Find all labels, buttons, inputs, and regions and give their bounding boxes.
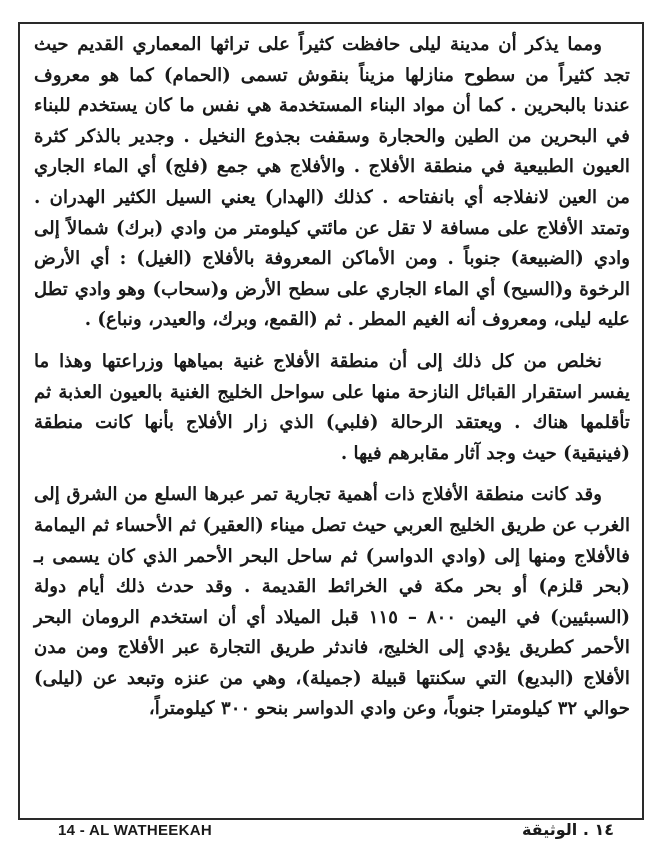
footer-page-number-english: 14 - AL WATHEEKAH bbox=[58, 822, 213, 839]
article-body bbox=[34, 30, 630, 725]
paragraph-2: نخلص من كل ذلك إلى أن منطقة الأفلاج غنية بمياهها وزراعتها وهذا ما يفسر استقرار القبائل النازحة منها على سواحل الخليج الغنية بالعيون العذبة ثم تأقلمها هناك . ويعتقد الرحالة (فلبي) الذي زار الأفلاج بأنها كانت منطقة (فينيقية) حيث وجد آثار مقابرهم فيها . bbox=[34, 350, 630, 464]
paragraph-3: وقد كانت منطقة الأفلاج ذات أهمية تجارية تمر عبرها السلع من الشرق إلى الغرب عن طريق الخليج العربي حيث تصل ميناء (العقير) ثم الأحساء ثم اليمامة فالأفلاج ومنها إلى (وادي الدواسر) ثم ساحل البحر الأحمر الذي كان يسمى بـ (بحر قلزم) أو بحر مكة في الخرائط القديمة . وقد حدث ذلك أيام دولة (السبئيين) في اليمن ٨٠٠ – ١١٥ قبل الميلاد أي أن استخدم الرومان البحر الأحمر كطريق يؤدي إلى الخليج، فاندثر طريق التجارة عبر الأفلاج ومن مدن الأفلاج (البديع) التي سكنتها قبيلة (جميلة)، وهي من عنزه وتبعد عن (ليلى) حوالي ٣٢ كيلومترا جنوباً، وعن وادي الدواسر بنحو ٣٠٠ كيلومتراً، bbox=[34, 484, 631, 720]
page-footer bbox=[18, 820, 644, 850]
paragraph-1: ومما يذكر أن مدينة ليلى حافظت كثيراً على تراثها المعماري القديم حيث تجد كثيراً من سطوح منازلها مزيناً بنقوش تسمى (الحمام) كما هو معروف عندنا بالبحرين . كما أن مواد البناء المستخدمة هي نفس ما كان يستخدم للبناء في البحرين من الطين والحجارة وسقفت بجذوع النخيل . وجدير بالذكر كثرة العيون الطبيعية في منطقة الأفلاج . والأفلاج هي جمع (فلج) أي الماء الجاري من العين لانفلاجه أي بانفتاحه . كذلك (الهدار) يعني السيل الكثير الهدران . وتمتد الأفلاج على مسافة لا تقل عن مائتي كيلومتر من وادي (برك) شمالاً إلى وادي (الضبيعة) جنوباً . ومن الأماكن المعروفة بالأفلاج (الغيل) : أي الأرض الرخوة و(السيح) أي الماء الجاري على سطح الأرض و(سحاب) وهو وادي تطل عليه ليلى، ومعروف أنه الغيم المطر . ثم (القمع، وبرك، والعيدر، ونباع) . bbox=[34, 34, 630, 331]
footer-page-number-arabic: ١٤ . الوثيقة bbox=[521, 820, 614, 839]
